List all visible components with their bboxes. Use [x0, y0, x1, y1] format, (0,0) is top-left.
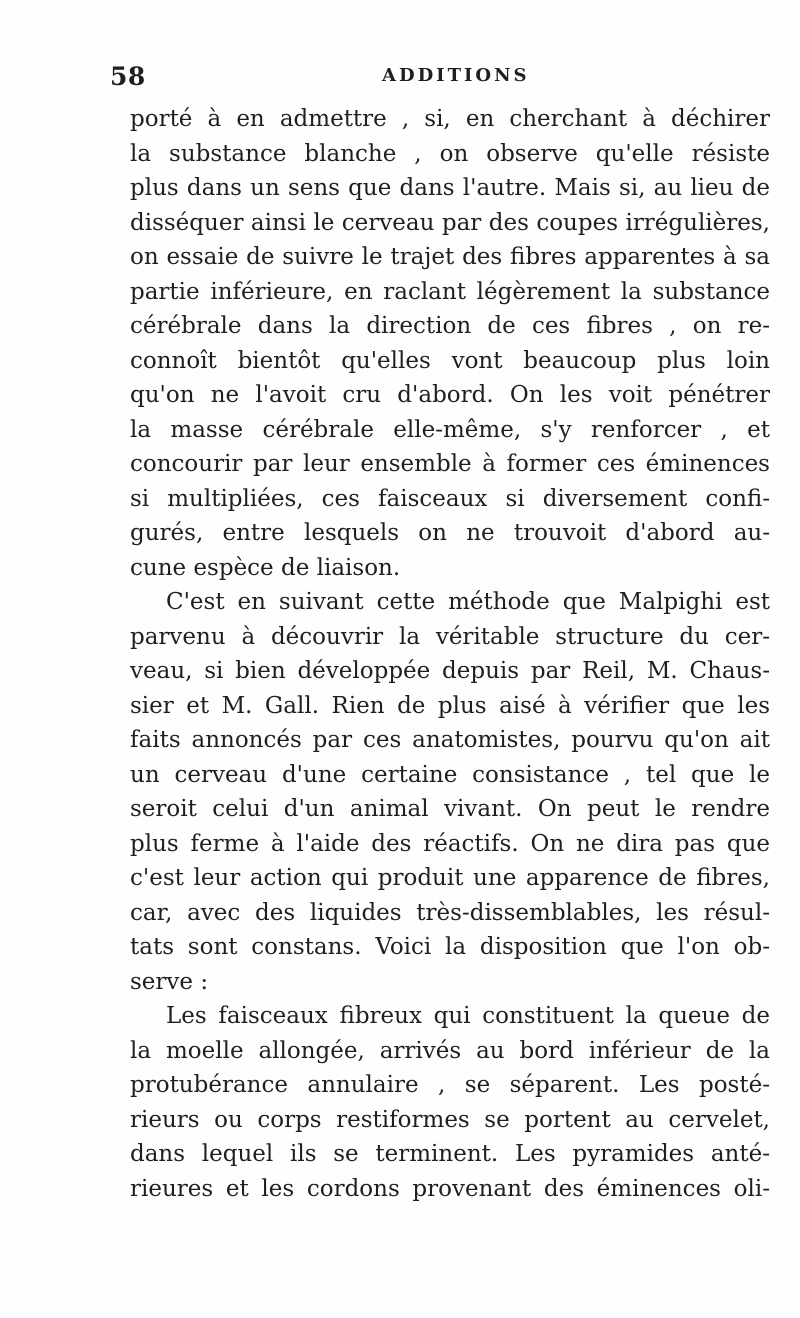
text-line: plus ferme à l'aide des réactifs. On ne dira pas que [130, 830, 770, 857]
text-line: concourir par leur ensemble à former ces éminences [130, 451, 770, 477]
text-line: dans lequel ils se terminent. Les pyramides anté- [130, 1141, 770, 1167]
text-line: protubérance annulaire , se séparent. Les posté- [130, 1072, 770, 1098]
text-line: si multipliées, ces faisceaux si diversement confi- [130, 485, 770, 512]
page-number: 58 [110, 62, 146, 91]
text-line: la moelle allongée, arrivés au bord inférieur de la [130, 1037, 770, 1064]
running-head: ADDITIONS [382, 65, 530, 86]
text-line: partie inférieure, en raclant légèrement la substance [130, 278, 770, 305]
text-line: gurés, entre lesquels on ne trouvoit d'abord au- [130, 520, 770, 546]
text-line: connoît bientôt qu'elles vont beaucoup plus loin [130, 347, 770, 374]
text-line: C'est en suivant cette méthode que Malpighi est [166, 589, 770, 615]
text-line: plus dans un sens que dans l'autre. Mais si, au lieu de [130, 175, 770, 201]
text-line: la substance blanche , on observe qu'elle résiste [130, 140, 770, 167]
text-line: seroit celui d'un animal vivant. On peut le rendre [130, 796, 770, 822]
text-line: on essaie de suivre le trajet des fibres apparentes à sa [130, 244, 770, 270]
text-line: rieures et les cordons provenant des éminences oli- [130, 1175, 770, 1202]
text-line: rieurs ou corps restiformes se portent au cervelet, [130, 1106, 770, 1133]
text-line: serve : [130, 968, 209, 995]
text-line: un cerveau d'une certaine consistance , tel que le [130, 761, 770, 788]
text-line: disséquer ainsi le cerveau par des coupes irrégulières, [130, 209, 770, 236]
text-line: car, avec des liquides très-dissemblables, les résul- [130, 899, 770, 926]
text-line: tats sont constans. Voici la disposition que l'on ob- [130, 934, 770, 960]
text-line: sier et M. Gall. Rien de plus aisé à vérifier que les [130, 692, 770, 719]
text-line: cérébrale dans la direction de ces fibres , on re- [130, 313, 770, 339]
text-line: porté à en admettre , si, en cherchant à déchirer [130, 106, 770, 132]
text-line: la masse cérébrale elle-même, s'y renforcer , et [130, 416, 770, 443]
body-text [130, 102, 770, 1206]
text-line: veau, si bien développée depuis par Reil, M. Chaus- [130, 658, 770, 684]
text-line: c'est leur action qui produit une apparence de fibres, [130, 865, 770, 891]
text-line: cune espèce de liaison. [130, 554, 401, 581]
text-line: qu'on ne l'avoit cru d'abord. On les voit pénétrer [130, 382, 770, 408]
text-line: Les faisceaux fibreux qui constituent la queue de [166, 1003, 770, 1029]
text-line: faits annoncés par ces anatomistes, pourvu qu'on ait [130, 727, 770, 753]
page-header [110, 62, 750, 92]
text-line: parvenu à découvrir la véritable structure du cer- [130, 623, 770, 650]
